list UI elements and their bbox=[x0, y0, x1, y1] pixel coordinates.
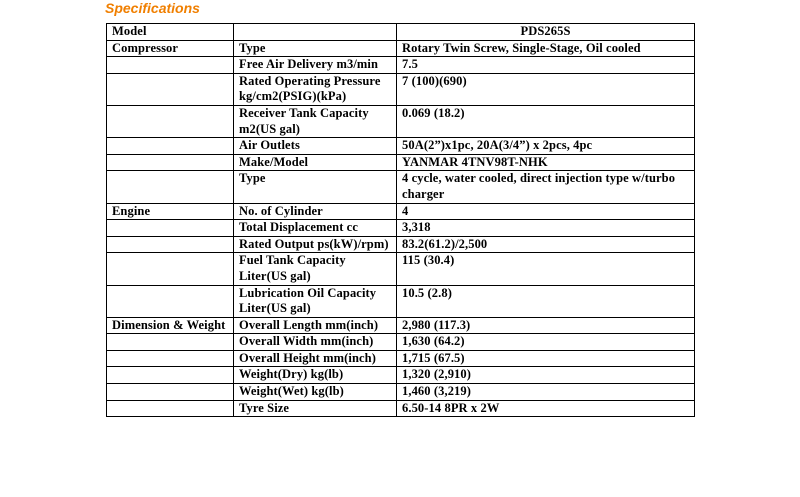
spec-value: 83.2(61.2)/2,500 bbox=[397, 236, 695, 253]
spec-value: 6.50-14 8PR x 2W bbox=[397, 400, 695, 417]
category-cell bbox=[107, 105, 234, 137]
category-cell: Compressor bbox=[107, 40, 234, 57]
spec-value: YANMAR 4TNV98T-NHK bbox=[397, 154, 695, 171]
specifications-table bbox=[106, 23, 695, 417]
spec-label: Overall Width mm(inch) bbox=[234, 334, 397, 351]
category-cell bbox=[107, 253, 234, 285]
spec-value: Rotary Twin Screw, Single-Stage, Oil cooled bbox=[397, 40, 695, 57]
spec-value: 0.069 (18.2) bbox=[397, 105, 695, 137]
spec-label: Receiver Tank Capacity m2(US gal) bbox=[234, 105, 397, 137]
spec-label: Type bbox=[234, 171, 397, 203]
table-row bbox=[107, 154, 695, 171]
category-cell bbox=[107, 138, 234, 155]
table-row bbox=[107, 253, 695, 285]
spec-value: 1,715 (67.5) bbox=[397, 350, 695, 367]
table-row bbox=[107, 105, 695, 137]
table-row bbox=[107, 203, 695, 220]
category-cell bbox=[107, 367, 234, 384]
spec-label: Free Air Delivery m3/min bbox=[234, 57, 397, 74]
category-cell bbox=[107, 334, 234, 351]
category-cell bbox=[107, 236, 234, 253]
spec-label: Type bbox=[234, 40, 397, 57]
category-cell bbox=[107, 285, 234, 317]
spec-label: Weight(Dry) kg(lb) bbox=[234, 367, 397, 384]
spec-label: Rated Operating Pressure kg/cm2(PSIG)(kPa) bbox=[234, 73, 397, 105]
spec-value: 7.5 bbox=[397, 57, 695, 74]
category-cell: Dimension & Weight bbox=[107, 317, 234, 334]
spec-value: 1,630 (64.2) bbox=[397, 334, 695, 351]
spec-value: 2,980 (117.3) bbox=[397, 317, 695, 334]
spec-label: Total Displacement cc bbox=[234, 220, 397, 237]
spec-label: Rated Output ps(kW)/rpm) bbox=[234, 236, 397, 253]
spec-label: Air Outlets bbox=[234, 138, 397, 155]
table-row bbox=[107, 350, 695, 367]
category-cell bbox=[107, 350, 234, 367]
category-cell: Engine bbox=[107, 203, 234, 220]
spec-label: Tyre Size bbox=[234, 400, 397, 417]
spec-value: 50A(2”)x1pc, 20A(3/4”) x 2pcs, 4pc bbox=[397, 138, 695, 155]
header-cell-model: Model bbox=[107, 24, 234, 41]
spec-label: Lubrication Oil Capacity Liter(US gal) bbox=[234, 285, 397, 317]
category-cell bbox=[107, 154, 234, 171]
table-row bbox=[107, 171, 695, 203]
spec-label: Make/Model bbox=[234, 154, 397, 171]
spec-value: 3,318 bbox=[397, 220, 695, 237]
spec-value: 7 (100)(690) bbox=[397, 73, 695, 105]
table-row bbox=[107, 317, 695, 334]
table-row bbox=[107, 384, 695, 401]
spec-label: Overall Height mm(inch) bbox=[234, 350, 397, 367]
spec-label: Fuel Tank Capacity Liter(US gal) bbox=[234, 253, 397, 285]
spec-value: 4 bbox=[397, 203, 695, 220]
table-row bbox=[107, 138, 695, 155]
table-row bbox=[107, 367, 695, 384]
header-cell-blank bbox=[234, 24, 397, 41]
table-row bbox=[107, 220, 695, 237]
spec-value: 1,320 (2,910) bbox=[397, 367, 695, 384]
spec-label: No. of Cylinder bbox=[234, 203, 397, 220]
header-cell-model-name: PDS265S bbox=[397, 24, 695, 41]
spec-value: 1,460 (3,219) bbox=[397, 384, 695, 401]
table-row bbox=[107, 57, 695, 74]
table-row bbox=[107, 334, 695, 351]
page-title: Specifications bbox=[105, 0, 200, 16]
table-header-row bbox=[107, 24, 695, 41]
table-row bbox=[107, 40, 695, 57]
spec-label: Overall Length mm(inch) bbox=[234, 317, 397, 334]
spec-value: 115 (30.4) bbox=[397, 253, 695, 285]
table-row bbox=[107, 73, 695, 105]
category-cell bbox=[107, 400, 234, 417]
category-cell bbox=[107, 171, 234, 203]
spec-value: 10.5 (2.8) bbox=[397, 285, 695, 317]
table-row bbox=[107, 236, 695, 253]
category-cell bbox=[107, 384, 234, 401]
spec-value: 4 cycle, water cooled, direct injection type w/turbo charger bbox=[397, 171, 695, 203]
spec-label: Weight(Wet) kg(lb) bbox=[234, 384, 397, 401]
table-row bbox=[107, 285, 695, 317]
table-row bbox=[107, 400, 695, 417]
category-cell bbox=[107, 220, 234, 237]
category-cell bbox=[107, 73, 234, 105]
category-cell bbox=[107, 57, 234, 74]
